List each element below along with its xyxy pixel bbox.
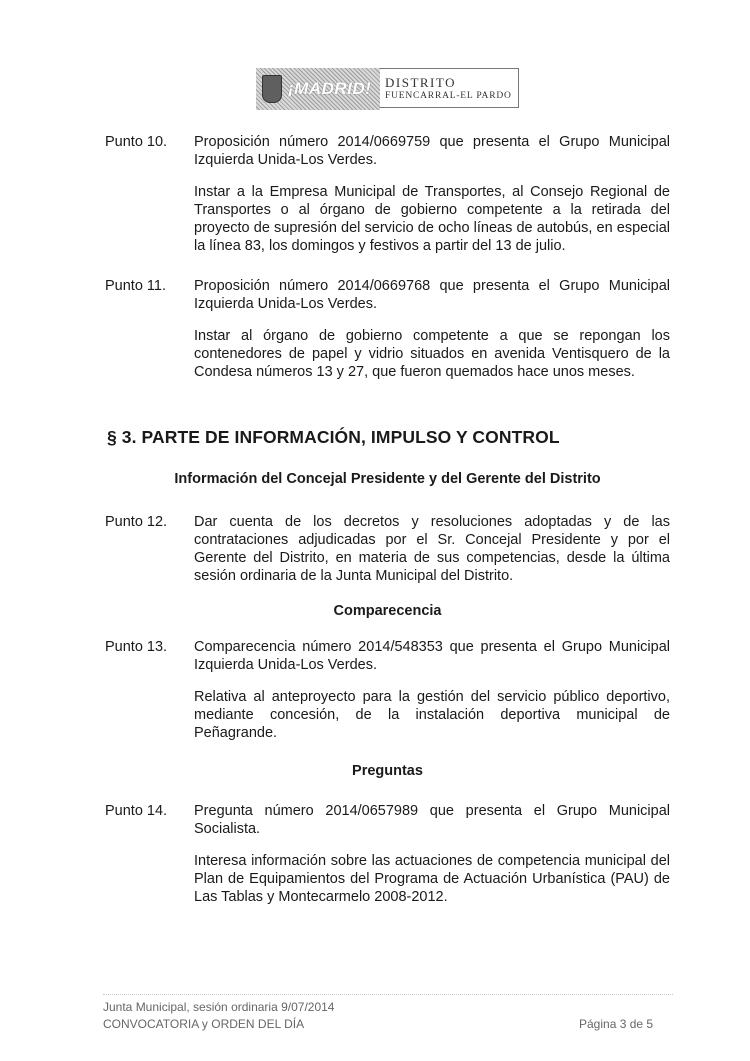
footer-divider [103,994,673,995]
madrid-crest-icon [262,75,282,103]
subhead-comparecencia: Comparecencia [333,603,442,619]
item-detail: Interesa información sobre las actuaciones de competencia municipal del Plan de Equipamientos del Programa de Actuación Urbanística (PAU) de Las Tablas y Montecarmelo 2008-2012. [194,853,670,905]
item-intro: Proposición número 2014/0669768 que presenta el Grupo Municipal Izquierda Unida-Los Verdes. [194,278,670,312]
brand-text: ¡MADRID! [288,79,372,98]
agenda-item-13 [105,638,670,742]
footer-doc-type: CONVOCATORIA y ORDEN DEL DÍA [103,1017,305,1031]
district-label: DISTRITO [385,75,456,90]
item-detail: Instar al órgano de gobierno competente a que se repongan los contenedores de papel y vidrio situados en avenida Ventisquero de la Condesa números 13 y 27, que fueron quemados hace unos meses. [194,328,670,380]
item-intro: Proposición número 2014/0669759 que presenta el Grupo Municipal Izquierda Unida-Los Verdes. [194,134,670,168]
agenda-item-14 [105,802,670,906]
item-number: Punto 13. [105,639,168,655]
district-name: FUENCARRAL-EL PARDO [385,91,512,101]
madrid-district-logo [256,68,519,110]
subhead-preguntas: Preguntas [352,763,423,779]
footer-session: Junta Municipal, sesión ordinaria 9/07/2014 [103,1000,335,1014]
subhead-info: Información del Concejal Presidente y del Gerente del Distrito [174,471,601,487]
item-number: Punto 12. [105,514,168,530]
section-title: § 3. PARTE DE INFORMACIÓN, IMPULSO Y CONTROL [107,427,560,447]
item-intro: Pregunta número 2014/0657989 que presenta el Grupo Municipal Socialista. [194,803,670,837]
item-intro: Dar cuenta de los decretos y resoluciones adoptadas y de las contrataciones adjudicadas por el Sr. Concejal Presidente y por el Gerente del Distrito, en materia de sus competencias, desde la última sesión ordinaria de la Junta Municipal del Distrito. [194,514,670,584]
item-number: Punto 14. [105,803,168,819]
madrid-brand-block [256,68,380,110]
item-detail: Relativa al anteproyecto para la gestión del servicio público deportivo, mediante concesión, de la instalación deportiva municipal de Peñagrande. [194,689,670,741]
item-intro: Comparecencia número 2014/548353 que presenta el Grupo Municipal Izquierda Unida-Los Verdes. [194,639,670,673]
item-detail: Instar a la Empresa Municipal de Transportes, al Consejo Regional de Transportes o al órgano de gobierno competente a la retirada del proyecto de supresión del servicio de ocho líneas de autobús, en especial la línea 83, los domingos y festivos a partir del 13 de julio. [194,184,670,254]
item-number: Punto 11. [105,278,167,294]
item-number: Punto 10. [105,134,168,150]
agenda-item-10 [105,133,670,255]
agenda-item-11 [105,277,670,381]
footer-page-number: Página 3 de 5 [579,1017,654,1031]
district-block [380,68,519,108]
agenda-item-12 [105,513,670,585]
